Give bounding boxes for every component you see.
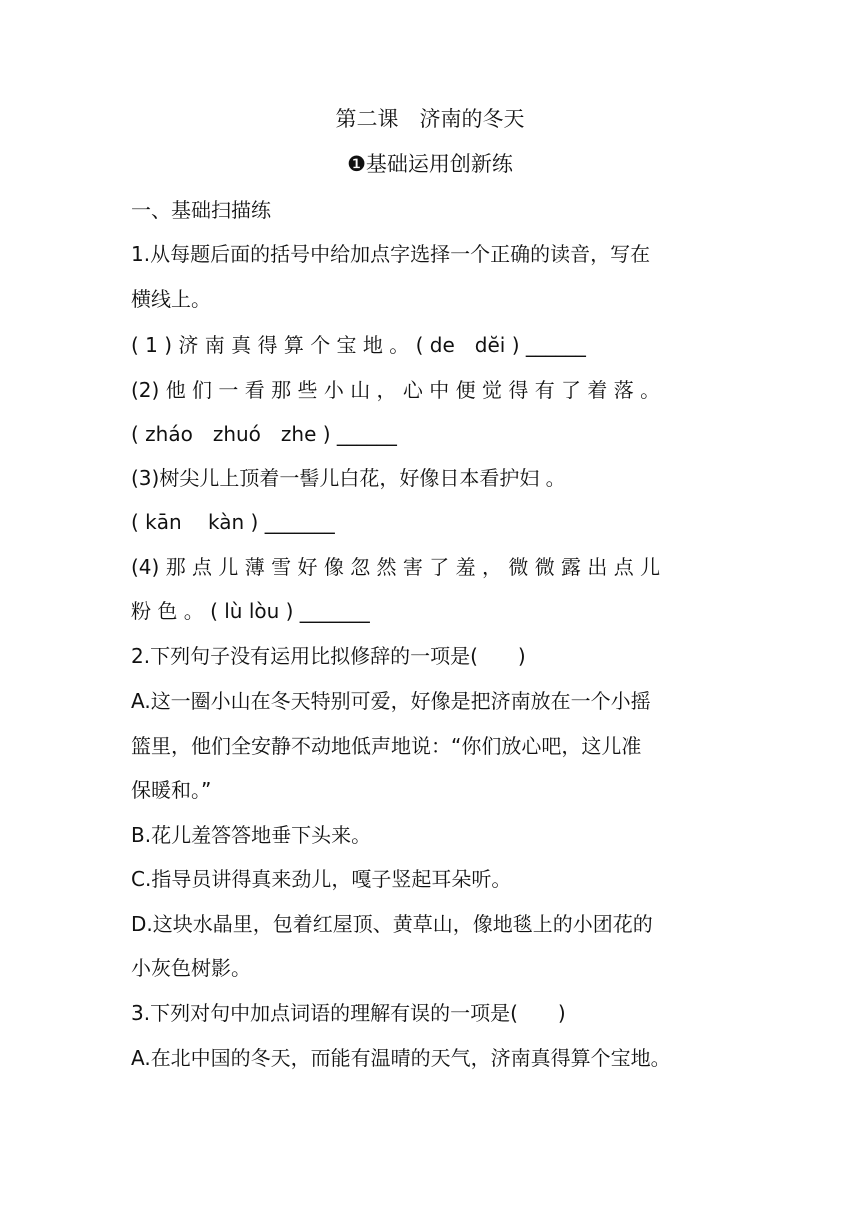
q1-item3-line2: ( kān kàn ) _______ [131, 510, 335, 534]
q1-item2-line1: (2) 他 们 一 看 那 些 小 山 ， 心 中 便 觉 得 有 了 着 落 。 [131, 378, 661, 402]
q3-option-a: A.在北中国的冬天，而能有温晴的天气，济南真得算个宝地。 [131, 1046, 671, 1070]
lesson-subtitle: ❶基础运用创新练 [347, 152, 513, 176]
q1-stem-line2: 横线上。 [131, 287, 211, 311]
q2-option-c: C.指导员讲得真来劲儿，嘎子竖起耳朵听。 [131, 867, 512, 891]
q1-stem-line1: 1.从每题后面的括号中给加点字选择一个正确的读音，写在 [131, 242, 651, 266]
q3-stem: 3.下列对句中加点词语的理解有误的一项是( ) [131, 1001, 566, 1025]
q2-option-a-line3: 保暖和。” [131, 778, 212, 802]
q1-item2-line2: ( zháo zhuó zhe ) ______ [131, 422, 397, 446]
q1-item4-line2: 粉 色 。 ( lù lòu ) _______ [131, 599, 370, 623]
lesson-title: 第二课 济南的冬天 [335, 107, 525, 131]
q1-item3-line1: (3)树尖儿上顶着一髻儿白花，好像日本看护妇 。 [131, 466, 566, 490]
q2-option-b: B.花儿羞答答地垂下头来。 [131, 823, 372, 847]
q2-option-d-line2: 小灰色树影。 [131, 956, 251, 980]
q2-option-d-line1: D.这块水晶里，包着红屋顶、黄草山，像地毯上的小团花的 [131, 912, 653, 936]
q1-item4-line1: (4) 那 点 儿 薄 雪 好 像 忽 然 害 了 羞 ， 微 微 露 出 点 儿 [131, 555, 661, 579]
section-heading: 一、基础扫描练 [131, 198, 271, 222]
q2-option-a-line1: A.这一圈小山在冬天特别可爱，好像是把济南放在一个小摇 [131, 689, 651, 713]
q2-option-a-line2: 篮里，他们全安静不动地低声地说：“你们放心吧，这儿准 [131, 734, 642, 758]
q2-stem: 2.下列句子没有运用比拟修辞的一项是( ) [131, 644, 526, 668]
q1-item1: ( 1 ) 济 南 真 得 算 个 宝 地 。 ( de dĕi ) ______ [131, 333, 586, 357]
